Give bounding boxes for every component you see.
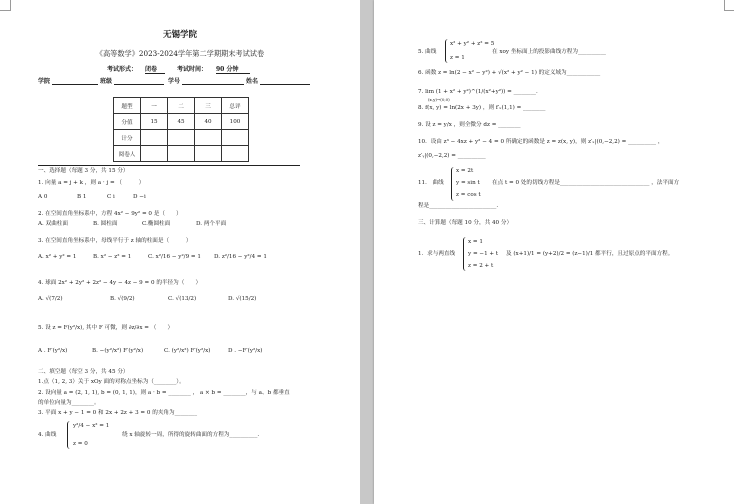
- calc-q1-eq2: y = −1 + t: [468, 251, 499, 257]
- fill-q11-eq3: z = cos t: [456, 192, 481, 198]
- college-blank[interactable]: [52, 84, 98, 85]
- student-id-blank[interactable]: [182, 84, 244, 85]
- q1-option-d[interactable]: D −i: [133, 194, 146, 200]
- section3-title: 三、计算题（每题 10 分，共 40 分）: [418, 220, 513, 226]
- exam-form-value: 闭卷: [145, 66, 165, 74]
- class-blank[interactable]: [114, 84, 164, 85]
- q2-option-c[interactable]: C.椭圆柱面: [142, 221, 171, 227]
- q3-option-b[interactable]: B. x² − z² = 1: [93, 254, 132, 260]
- q1-option-b[interactable]: B 1: [77, 194, 87, 200]
- crop-mark: [724, 0, 734, 11]
- exam-time-value: 90 分钟: [216, 66, 250, 74]
- fill-q7-limit: (x,y)→(0,0): [428, 97, 450, 102]
- score-cell: 40: [195, 114, 222, 130]
- q5-option-d[interactable]: D . −F′(y²/x): [228, 348, 263, 354]
- fill-q4-suffix: 绕 x 轴旋转一周，所得的旋转曲面的方程为__________.: [122, 432, 260, 438]
- score-cell: 45: [168, 114, 195, 130]
- fill-q8: 8. f(x, y) = ln(2x + 3y) ，则 f′ₓ(1,1) = ________: [418, 105, 546, 111]
- q4-text: 4. 球面 2x² + 2y² + 2z² − 4y − 4z − 9 = 0 的半径为（ ）: [38, 280, 202, 286]
- score-header-cell: 总评: [222, 98, 249, 114]
- fill-q5-eq1: x² + y² + z² = 5: [450, 41, 495, 47]
- q4-option-a[interactable]: A. √(7/2): [38, 296, 63, 302]
- q1-option-a[interactable]: A 0: [38, 194, 48, 200]
- section1-title: 一、选择题（每题 3 分，共 15 分）: [38, 168, 129, 174]
- score-input-cell[interactable]: [141, 130, 168, 146]
- score-table-row: [114, 146, 249, 162]
- exam-page-2: [374, 0, 734, 504]
- fill-q2-cont: 的单位向量为________。: [38, 400, 100, 406]
- fill-q3: 3. 平面 x + y − 1 = 0 和 2x + 2z + 3 = 0 的夹角为________: [38, 410, 197, 416]
- score-input-cell[interactable]: [222, 130, 249, 146]
- fill-q6: 6. 函数 z = ln(2 − x² − y²) + √(x² + y² − 1) 的定义域为____________: [418, 70, 601, 76]
- q5-text: 5. 设 z = F(y²/x), 其中 F 可微，则 ∂z/∂x = （ ）: [38, 325, 174, 331]
- calc-q1-eq1: x = 1: [468, 239, 483, 245]
- q2-option-d[interactable]: D. 两个平面: [196, 221, 227, 227]
- fill-q5-eq2: z = 1: [450, 55, 465, 61]
- q2-option-a[interactable]: A. 双曲柱面: [38, 221, 68, 227]
- score-cell: 计分: [114, 130, 141, 146]
- fill-q10: 10．设由 z³ − 4xz + y² − 4 = 0 所确定的函数是 z = z(x, y)，则 z′ₓ|(0,−2,2) = __________ ，: [418, 139, 664, 145]
- exam-time-label: 考试时间：: [177, 66, 208, 73]
- fill-q9: 9. 设 z = y/x ，则全微分 dz = ________: [418, 122, 521, 128]
- calc-q1-prefix: 1．求与两直线: [418, 251, 456, 257]
- section2-title: 二、填空题（每空 3 分，共 45 分）: [38, 369, 129, 375]
- fill-q5-suffix: 在 xoy 坐标面上的投影曲线方程为__________: [492, 49, 606, 55]
- score-table-row: [114, 114, 249, 130]
- q3-option-a[interactable]: A. x² + y² = 1: [38, 254, 77, 260]
- q2-option-b[interactable]: B. 圆柱面: [93, 221, 118, 227]
- fill-q5-prefix: 5. 曲线: [418, 49, 437, 55]
- college-label: 学院: [38, 78, 51, 85]
- crop-mark: [0, 0, 11, 11]
- fill-q10-cont: z′ᵧ|(0,−2,2) = __________: [418, 153, 486, 159]
- score-cell: 阅卷人: [114, 146, 141, 162]
- exam-form-label: 考试形式：: [107, 66, 138, 73]
- fill-q11-eq2: y = sin t: [456, 180, 480, 186]
- q5-option-b[interactable]: B. −(y²/x²) F′(y²/x): [92, 348, 144, 354]
- score-header-cell: 二: [168, 98, 195, 114]
- score-table: [113, 97, 249, 162]
- fill-q4-prefix: 4. 曲线: [38, 432, 57, 438]
- fill-q4-eq1: y²/4 − x² = 1: [73, 423, 110, 429]
- fill-q11-prefix: 11． 曲线: [418, 180, 444, 186]
- fill-q1: 1.点（1, 2, 3）关于 xOy 面的对称点坐标为（________）。: [38, 379, 185, 385]
- score-header-cell: 题型: [114, 98, 141, 114]
- q4-option-b[interactable]: B. √(9/2): [110, 296, 135, 302]
- score-table-row: [114, 130, 249, 146]
- name-blank[interactable]: [260, 84, 310, 85]
- q3-option-c[interactable]: C. x²/16 − y²/9 = 1: [148, 254, 201, 260]
- fill-q11-mid: 在点 t = 0 处的切线方程是________________________________ ，法平面方: [492, 180, 680, 186]
- q5-option-a[interactable]: A . F′(y²/x): [38, 348, 68, 354]
- calc-q1-mid: 及 (x+1)/1 = (y+2)/2 = (z−1)/1 都平行，且过原点的平面方程。: [506, 251, 674, 257]
- q4-option-d[interactable]: D. √(15/2): [228, 296, 257, 302]
- exam-title: 《高等数学》2023-2024学年第二学期期末考试试卷: [95, 49, 265, 58]
- fill-q4-eq2: z = 0: [73, 441, 88, 447]
- section-divider: [38, 165, 300, 166]
- calc-q1-eq3: z = 2 + t: [468, 263, 494, 269]
- score-input-cell[interactable]: [195, 130, 222, 146]
- q4-option-c[interactable]: C. √(13/2): [168, 296, 197, 302]
- q1-option-c[interactable]: C i: [107, 194, 115, 200]
- school-name: 无锡学院: [162, 30, 197, 40]
- score-input-cell[interactable]: [141, 146, 168, 162]
- q2-text: 2. 在空间直角坐标系中，方程 4x² − 9y² = 0 是（ ）: [38, 211, 182, 217]
- q1-text: 1. 向量 a = j + k ，则 a · j = （ ）: [38, 180, 145, 186]
- q3-option-d[interactable]: D. z²/16 − y²/4 = 1: [214, 254, 267, 260]
- score-cell: 15: [141, 114, 168, 130]
- fill-q11-tail: 程是________________________.: [418, 203, 499, 209]
- score-header-cell: 三: [195, 98, 222, 114]
- fill-q11-eq1: x = 2t: [456, 168, 474, 174]
- fill-q2: 2. 设向量 a = (2, 1, 1), b = (0, 1, 1)，则 a · b = ________ ， a × b = ________，与 a、b 都垂直: [38, 390, 290, 396]
- score-table-header: [114, 98, 249, 114]
- score-header-cell: 一: [141, 98, 168, 114]
- score-cell: 100: [222, 114, 249, 130]
- score-cell: 分值: [114, 114, 141, 130]
- class-label: 班级: [100, 78, 113, 85]
- score-input-cell[interactable]: [222, 146, 249, 162]
- fill-q7: 7. lim (1 + x² + y²)^(1/(x²+y²)) = ________.: [418, 89, 538, 95]
- q3-text: 3. 在空间直角坐标系中，母线平行于 z 轴的柱面是（ ）: [38, 238, 192, 244]
- score-input-cell[interactable]: [168, 130, 195, 146]
- name-label: 姓名: [246, 78, 259, 85]
- system-brace: [67, 421, 72, 449]
- page-gap: [360, 0, 374, 504]
- score-input-cell[interactable]: [168, 146, 195, 162]
- exam-page-1: [0, 0, 360, 504]
- score-input-cell[interactable]: [195, 146, 222, 162]
- q5-option-c[interactable]: C. (y²/x²) F′(y²/x): [164, 348, 211, 354]
- student-id-label: 学号: [168, 78, 181, 85]
